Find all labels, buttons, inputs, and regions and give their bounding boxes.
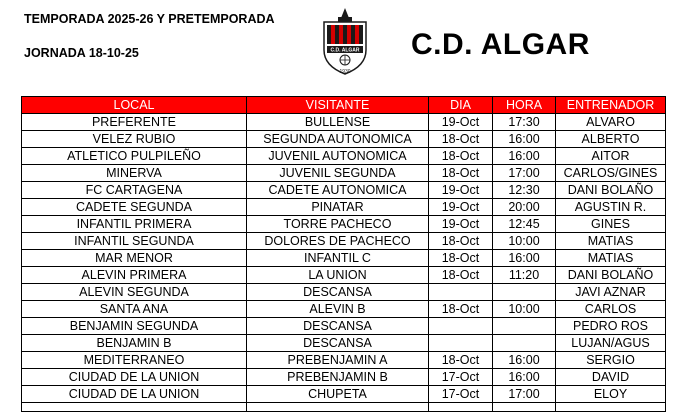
cell-coach: GINES <box>556 216 666 233</box>
column-header-visitante: VISITANTE <box>247 97 429 114</box>
cell-local-team: MAR MENOR <box>22 250 247 267</box>
cell-visiting-team: SEGUNDA AUTONOMICA <box>247 131 429 148</box>
cell-match-day: 18-Oct <box>429 250 493 267</box>
cell-coach: DANI BOLAÑO <box>556 267 666 284</box>
cell-local-team: INFANTIL PRIMERA <box>22 216 247 233</box>
cell-visiting-team: JUVENIL AUTONOMICA <box>247 148 429 165</box>
table-row <box>22 301 666 318</box>
cell-coach: AITOR <box>556 148 666 165</box>
cell-coach: ALBERTO <box>556 131 666 148</box>
cell-visiting-team: CHUPETA <box>247 386 429 403</box>
cell-match-time: 16:00 <box>493 131 556 148</box>
cell-match-day: 18-Oct <box>429 131 493 148</box>
cell-match-day <box>429 335 493 352</box>
cell-visiting-team: LA UNION <box>247 267 429 284</box>
cell-match-day: 17-Oct <box>429 386 493 403</box>
cell-coach: MATIAS <box>556 250 666 267</box>
table-row <box>22 267 666 284</box>
cell-match-time: 16:00 <box>493 250 556 267</box>
cell-local-team: VELEZ RUBIO <box>22 131 247 148</box>
table-row <box>22 148 666 165</box>
cell-match-time: 11:20 <box>493 267 556 284</box>
cell-visiting-team: PREBENJAMIN A <box>247 352 429 369</box>
cell-match-day: 19-Oct <box>429 114 493 131</box>
cell-match-time: 12:30 <box>493 182 556 199</box>
cell-coach: JAVI AZNAR <box>556 284 666 301</box>
cell-visiting-team: INFANTIL C <box>247 250 429 267</box>
table-header-row <box>22 97 666 114</box>
cell-visiting-team: DESCANSA <box>247 284 429 301</box>
cell-local-team: ALEVIN PRIMERA <box>22 267 247 284</box>
cell-local-team: PREFERENTE <box>22 114 247 131</box>
table-row <box>22 335 666 352</box>
blank-cell <box>493 403 556 412</box>
table-row <box>22 250 666 267</box>
round-date: JORNADA 18-10-25 <box>24 46 139 60</box>
cell-coach: MATIAS <box>556 233 666 250</box>
table-row <box>22 165 666 182</box>
cell-match-time: 17:00 <box>493 386 556 403</box>
cell-visiting-team: CADETE AUTONOMICA <box>247 182 429 199</box>
cell-match-time <box>493 284 556 301</box>
cell-local-team: MEDITERRANEO <box>22 352 247 369</box>
table-row <box>22 114 666 131</box>
table-row-blank <box>22 403 666 412</box>
cell-match-time: 17:30 <box>493 114 556 131</box>
column-header-dia: DIA <box>429 97 493 114</box>
cell-match-day: 18-Oct <box>429 267 493 284</box>
cell-match-day: 19-Oct <box>429 216 493 233</box>
cell-match-time: 17:00 <box>493 165 556 182</box>
column-header-entrenador: ENTRENADOR <box>556 97 666 114</box>
cell-visiting-team: DESCANSA <box>247 318 429 335</box>
cell-coach: ELOY <box>556 386 666 403</box>
season-title: TEMPORADA 2025-26 Y PRETEMPORADA <box>24 12 275 26</box>
schedule-table <box>21 96 666 412</box>
table-row <box>22 318 666 335</box>
table-row <box>22 369 666 386</box>
cell-local-team: ALEVIN SEGUNDA <box>22 284 247 301</box>
cell-local-team: INFANTIL SEGUNDA <box>22 233 247 250</box>
cell-local-team: ATLETICO PULPILEÑO <box>22 148 247 165</box>
cell-match-time: 16:00 <box>493 148 556 165</box>
cell-local-team: SANTA ANA <box>22 301 247 318</box>
club-crest-logo <box>318 6 372 76</box>
cell-match-time: 20:00 <box>493 199 556 216</box>
blank-cell <box>247 403 429 412</box>
blank-cell <box>556 403 666 412</box>
cell-visiting-team: TORRE PACHECO <box>247 216 429 233</box>
cell-coach: CARLOS/GINES <box>556 165 666 182</box>
column-header-local: LOCAL <box>22 97 247 114</box>
cell-match-day: 19-Oct <box>429 199 493 216</box>
cell-match-day: 18-Oct <box>429 301 493 318</box>
cell-match-day: 18-Oct <box>429 233 493 250</box>
cell-visiting-team: BULLENSE <box>247 114 429 131</box>
cell-coach: PEDRO ROS <box>556 318 666 335</box>
cell-match-time: 10:00 <box>493 301 556 318</box>
cell-visiting-team: DOLORES DE PACHECO <box>247 233 429 250</box>
cell-coach: SERGIO <box>556 352 666 369</box>
cell-local-team: CIUDAD DE LA UNION <box>22 369 247 386</box>
cell-visiting-team: PINATAR <box>247 199 429 216</box>
table-row <box>22 284 666 301</box>
table-row <box>22 386 666 403</box>
cell-coach: DAVID <box>556 369 666 386</box>
table-row <box>22 131 666 148</box>
cell-match-day: 17-Oct <box>429 369 493 386</box>
svg-text:C.D. ALGAR: C.D. ALGAR <box>330 47 360 54</box>
cell-match-time: 16:00 <box>493 369 556 386</box>
cell-local-team: FC CARTAGENA <box>22 182 247 199</box>
cell-match-time: 16:00 <box>493 352 556 369</box>
table-row <box>22 216 666 233</box>
cell-coach: AGUSTIN R. <box>556 199 666 216</box>
cell-visiting-team: DESCANSA <box>247 335 429 352</box>
cell-local-team: BENJAMIN B <box>22 335 247 352</box>
table-row <box>22 352 666 369</box>
cell-coach: CARLOS <box>556 301 666 318</box>
table-row <box>22 182 666 199</box>
table-row <box>22 199 666 216</box>
cell-visiting-team: PREBENJAMIN B <box>247 369 429 386</box>
cell-match-day: 19-Oct <box>429 182 493 199</box>
cell-match-day: 18-Oct <box>429 165 493 182</box>
club-name: C.D. ALGAR <box>411 28 590 61</box>
cell-coach: ALVARO <box>556 114 666 131</box>
cell-match-day: 18-Oct <box>429 148 493 165</box>
cell-visiting-team: JUVENIL SEGUNDA <box>247 165 429 182</box>
cell-visiting-team: ALEVIN B <box>247 301 429 318</box>
column-header-hora: HORA <box>493 97 556 114</box>
cell-local-team: CADETE SEGUNDA <box>22 199 247 216</box>
cell-coach: LUJAN/AGUS <box>556 335 666 352</box>
svg-text:1930: 1930 <box>339 69 351 75</box>
cell-match-day <box>429 318 493 335</box>
cell-match-time <box>493 335 556 352</box>
cell-match-day: 18-Oct <box>429 352 493 369</box>
table-row <box>22 233 666 250</box>
cell-local-team: CIUDAD DE LA UNION <box>22 386 247 403</box>
cell-match-time: 12:45 <box>493 216 556 233</box>
cell-local-team: BENJAMIN SEGUNDA <box>22 318 247 335</box>
cell-match-time: 10:00 <box>493 233 556 250</box>
cell-match-time <box>493 318 556 335</box>
cell-match-day <box>429 284 493 301</box>
cell-coach: DANI BOLAÑO <box>556 182 666 199</box>
cell-local-team: MINERVA <box>22 165 247 182</box>
blank-cell <box>22 403 247 412</box>
blank-cell <box>429 403 493 412</box>
